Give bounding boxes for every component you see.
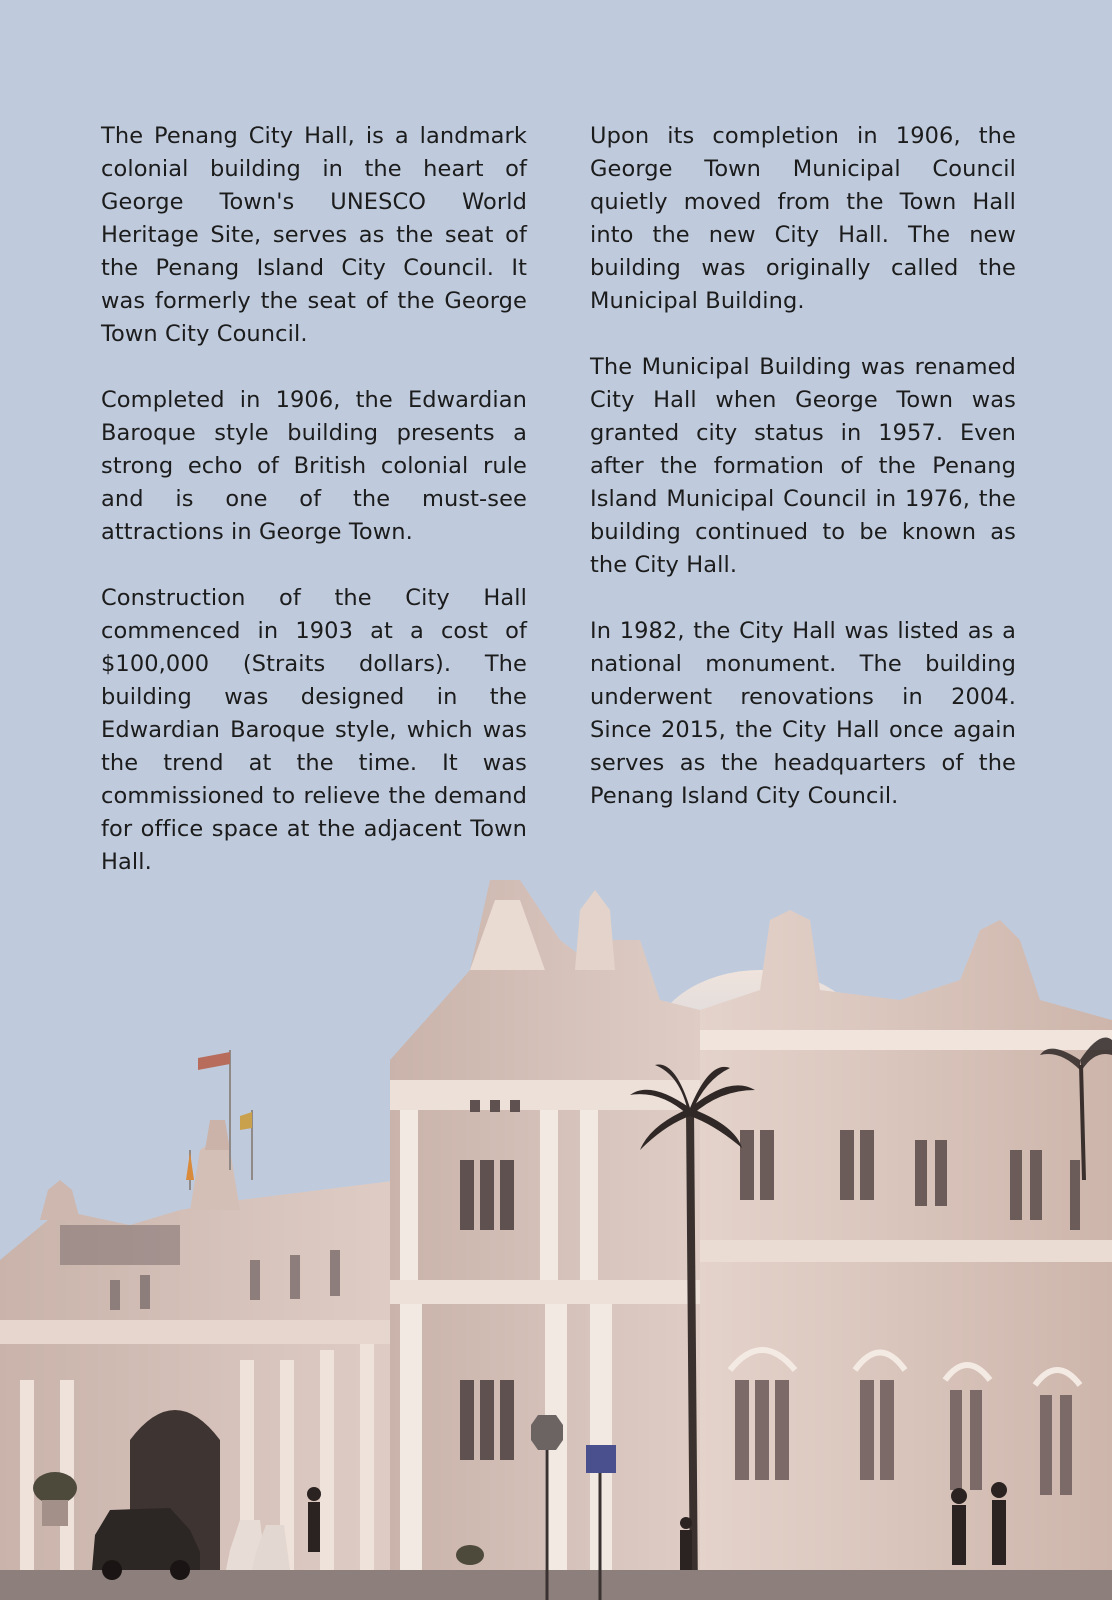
city-hall-photo [0, 880, 1112, 1600]
paragraph: Completed in 1906, the Edwardian Baroque style building presents a strong echo of British colonial rule and is one of the must-see attractions in George Town. [101, 387, 527, 545]
city-hall-illustration [0, 880, 1112, 1600]
left-text-column [101, 120, 527, 912]
paragraph: The Penang City Hall, is a landmark colonial building in the heart of George Town's UNESCO World Heritage Site, serves as the seat of the Penang Island City Council. It was formerly the seat of the George Town City Council. [101, 123, 527, 347]
paragraph: Upon its completion in 1906, the George Town Municipal Council quietly moved from the Town Hall into the new City Hall. The new building was originally called the Municipal Building. [590, 123, 1016, 314]
paragraph: In 1982, the City Hall was listed as a national monument. The building underwent renovations in 2004. Since 2015, the City Hall once again serves as the headquarters of the Penang Island City Council. [590, 618, 1016, 809]
paragraph: Construction of the City Hall commenced in 1903 at a cost of $100,000 (Straits dollars). The building was designed in the Edwardian Baroque style, which was the trend at the time. It was commissioned to relieve the demand for office space at the adjacent Town Hall. [101, 585, 527, 875]
right-text-column [590, 120, 1016, 846]
paragraph: The Municipal Building was renamed City Hall when George Town was granted city status in 1957. Even after the formation of the Penang Island Municipal Council in 1976, the building continued to be known as the City Hall. [590, 354, 1016, 578]
